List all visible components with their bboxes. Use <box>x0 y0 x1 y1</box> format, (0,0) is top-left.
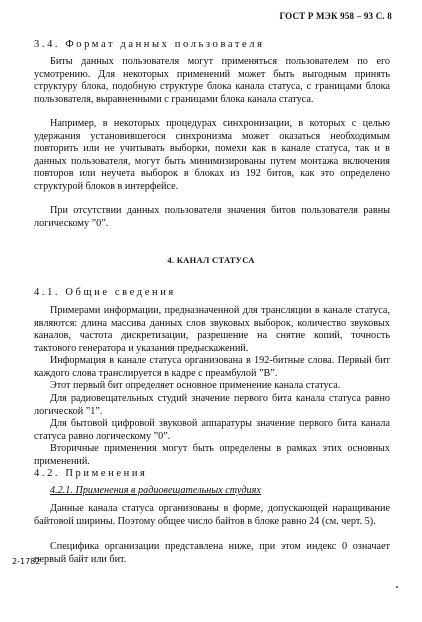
section-4-title: 4. КАНАЛ СТАТУСА <box>167 255 255 265</box>
section-4-1-paragraph-1: Примерами информации, предназначенной для трансляции в канале статуса, являются: длина массива данных слов звуковых выборок, количество звуковых каналов, частота дискретизации, разрешение на снятие копий, точность тактового генератора и указания предыскажений. <box>34 305 390 354</box>
section-4-1-paragraph-6: Вторичные применения могут быть определены в рамках этих основных применений. <box>34 443 390 467</box>
section-4-1-paragraph-4: Для радиовещательных студий значение первого бита канала статуса равно логической ”1”. <box>34 393 390 417</box>
page-speck <box>396 586 398 588</box>
section-3-4-paragraph-1: Биты данных пользователя могут применяться пользователем по его усмотрению. Для некоторых применений может быть выгодным принять структуру блока, подобную структуре блока канала статуса, с границами блока пользователя, выравненными с границами блока канала статуса. <box>34 56 390 105</box>
section-3-4-paragraph-2: Например, в некоторых процедурах синхронизации, в которых с целью удержания установившегося синхронизма может оказаться необходимым повторить или не учитывать выборки, помехи как в канале статуса, так и в данных пользователя, могут быть минимизированы путем монтажа включения повторов или неучета выборок в блоках из 192 битов, как это определено структурой блоков в интерфейсе. <box>34 118 390 192</box>
section-4-2-1-subheading-text: 4.2.1. Применения в радиовещательных студиях <box>50 485 261 496</box>
page-header: ГОСТ Р МЭК 958 – 93 С. 8 <box>279 11 392 21</box>
section-4-2-1-subheading <box>34 485 390 498</box>
section-4-2-1-paragraph-1: Данные канала статуса организованы в форме, допускающей наращивание байтовой ширины. Поэтому общее число байтов в блоке равно 24 (см. черт. 5). <box>34 503 390 527</box>
print-mark: 2-1782 <box>12 557 41 566</box>
section-4-1-paragraph-5: Для бытовой цифровой звуковой аппаратуры значение первого бита канала статуса равно логическому ”0”. <box>34 418 390 442</box>
section-3-4-heading: 3.4. Формат данных пользователя <box>34 39 265 50</box>
section-4-2-heading: 4.2. Применения <box>34 468 148 479</box>
section-4-1-heading: 4.1. Общие сведения <box>34 287 176 298</box>
section-4-1-paragraph-3: Этот первый бит определяет основное применение канала статуса. <box>50 380 341 391</box>
section-3-4-paragraph-3: При отсутствии данных пользователя значения битов пользователя равны логическому ”0”. <box>34 205 390 229</box>
section-4-2-1-paragraph-2: Специфика организации представлена ниже, при этом индекс 0 означает первый байт или бит. <box>34 541 390 565</box>
section-4-1-paragraph-2: Информация в канале статуса организована в 192-битные слова. Первый бит каждого слова транслируется в кадре с преамбулой ”B”. <box>34 355 390 379</box>
